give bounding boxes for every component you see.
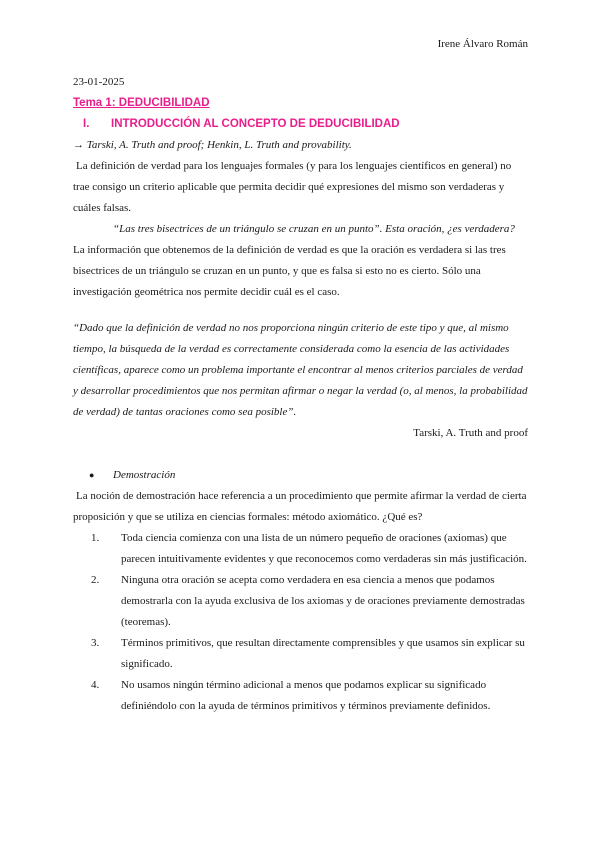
block-quote: “Dado que la definición de verdad no nos proporciona ningún criterio de este tipo y que, al mismo tiempo, la búsqueda de la verdad es correctamente considerada como la esencia de las actividades científicas, aparece como un problema importante el encontrar al menos criterios parciales de verdad y desarrollar procedimientos que nos permitan afirmar o negar la verdad (o, al menos, la probabilidad de verdad) de tantas oraciones como sea posible”. (73, 322, 528, 418)
list-item (73, 675, 528, 717)
paragraph-information: La información que obtenemos de la definición de verdad es que la oración es verdadera si las tres bisectrices de un triángulo se cruzan en un punto, y que es falsa si esto no es cierto. Sólo una investigación geométrica nos permite decidir cuál es el caso. (73, 244, 506, 298)
section-title: INTRODUCCIÓN AL CONCEPTO DE DEDUCIBILIDAD (111, 118, 400, 130)
list-item (73, 528, 528, 570)
bullet-item (73, 465, 528, 486)
section-heading (73, 114, 528, 135)
quote-attribution: Tarski, A. Truth and proof (413, 427, 528, 439)
list-text: Términos primitivos, que resultan directamente comprensibles y que usamos sin explicar su significado. (121, 637, 525, 670)
list-text: Ninguna otra oración se acepta como verdadera en esa ciencia a menos que podamos demostrarla con la ayuda exclusiva de los axiomas y de oraciones previamente demostradas (teoremas). (121, 574, 525, 628)
date: 23-01-2025 (73, 76, 125, 88)
list-number: 4. (91, 679, 100, 691)
list-number: 1. (91, 532, 100, 544)
list-item (73, 633, 528, 675)
example-question: “Las tres bisectrices de un triángulo se cruzan en un punto”. Esta oración, ¿es verdadera? (113, 223, 515, 235)
spacer (73, 303, 528, 318)
list-text: Toda ciencia comienza con una lista de un número pequeño de oraciones (axiomas) que parecen intuitivamente evidentes y que reconocemos como verdaderas sin más justificación. (121, 532, 527, 565)
bullet-dot-icon: ● (89, 470, 95, 480)
numbered-list (73, 528, 528, 717)
bullet-label: Demostración (113, 469, 176, 481)
list-text: No usamos ningún término adicional a menos que podamos explicar su significado definiéndolo con la ayuda de términos primitivos y términos previamente definidos. (121, 679, 491, 712)
paragraph-demonstration: La noción de demostración hace referencia a un procedimiento que permite afirmar la verdad de cierta proposición y que se utiliza en ciencias formales: método axiomático. ¿Qué es? (73, 490, 527, 523)
list-number: 2. (91, 574, 100, 586)
list-number: 3. (91, 637, 100, 649)
section-number: I. (83, 118, 90, 130)
author-header: Irene Álvaro Román (437, 38, 528, 50)
document-body (73, 72, 528, 717)
topic-title: Tema 1: DEDUCIBILIDAD (73, 97, 210, 109)
reference-line: → Tarski, A. Truth and proof; Henkin, L. Truth and provability. (73, 139, 352, 151)
paragraph-definition: La definición de verdad para los lenguajes formales (y para los lenguajes científicos en general) no trae consigo un criterio aplicable que permita decidir qué expresiones del mismo son verdaderas y cuáles falsas. (73, 160, 512, 214)
list-item (73, 570, 528, 633)
